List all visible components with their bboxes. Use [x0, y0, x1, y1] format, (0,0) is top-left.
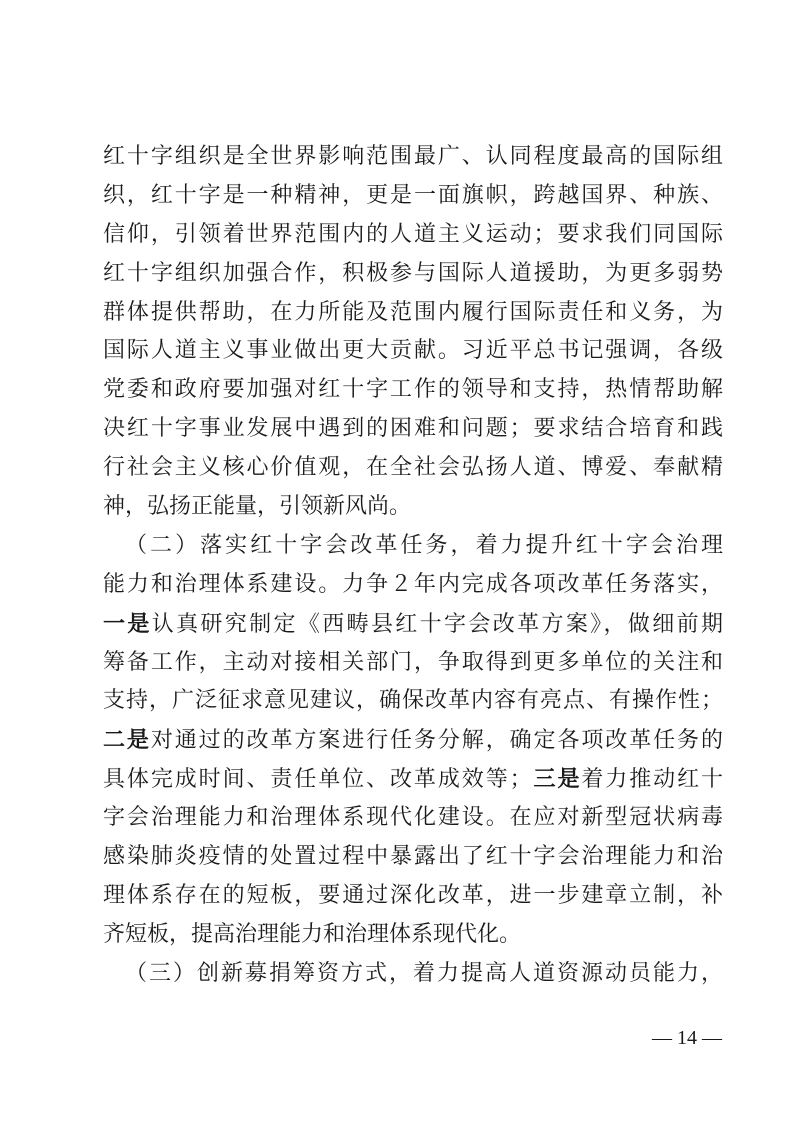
paragraph-line: 红十字组织是全世界影响范围最广、认同程度最高的国际组	[103, 144, 723, 169]
section-heading-line-continued	[103, 566, 723, 605]
paragraph-line: 红十字组织加强合作，积极参与国际人道援助，为更多弱势	[103, 260, 723, 286]
section-heading-line: （三）创新募捐筹资方式，着力提高人道资源动员能力，	[125, 960, 723, 986]
paragraph-line: 字会治理能力和治理体系现代化建设。在应对新型冠状病毒	[103, 805, 723, 831]
list-item-label: 二是	[103, 727, 151, 754]
paragraph-line: 感染肺炎疫情的处置过程中暴露出了红十字会治理能力和治	[103, 844, 723, 870]
document-body	[103, 138, 723, 994]
paragraph-text: 。力争２年内完成各项改革任务落实，	[318, 571, 723, 597]
paragraph-line: 决红十字事业发展中遇到的困难和问题；要求结合培育和践	[103, 416, 723, 442]
paragraph-text: 具体完成时间、责任单位、改革成效等；	[103, 767, 532, 793]
paragraph-text: 认真研究制定《西畴县红十字会改革方案》，做细前期	[151, 611, 723, 637]
list-item-line	[103, 760, 723, 799]
section-heading-continued: 能力和治理体系建设	[103, 571, 319, 597]
paragraph-line: 织，红十字是一种精神，更是一面旗帜，跨越国界、种族、	[103, 182, 723, 208]
paragraph-line: 神，弘扬正能量，引领新风尚。	[103, 494, 412, 520]
paragraph-line: 国际人道主义事业做出更大贡献。习近平总书记强调，各级	[103, 338, 723, 364]
paragraph-line: 理体系存在的短板，要通过深化改革，进一步建章立制，补	[103, 882, 723, 908]
paragraph-text: 对通过的改革方案进行任务分解，确定各项改革任务的	[150, 728, 723, 754]
paragraph-line: 群体提供帮助，在力所能及范围内履行国际责任和义务，为	[103, 299, 723, 325]
paragraph-line: 齐短板，提高治理能力和治理体系现代化。	[103, 921, 522, 947]
paragraph-line: 筹备工作，主动对接相关部门，争取得到更多单位的关注和	[103, 649, 723, 675]
list-item-label: 一是	[103, 610, 152, 637]
section-heading-line: （二）落实红十字会改革任务，着力提升红十字会治理	[125, 532, 723, 558]
paragraph-line: 党委和政府要加强对红十字工作的领导和支持，热情帮助解	[103, 377, 723, 403]
paragraph-text: 着力推动红十	[581, 767, 723, 793]
paragraph-line: 支持，广泛征求意见建议，确保改革内容有亮点、有操作性；	[103, 688, 723, 714]
paragraph-line: 行社会主义核心价值观，在全社会弘扬人道、博爱、奉献精	[103, 455, 723, 481]
page-number: — 14 —	[652, 1027, 722, 1049]
list-item-line	[103, 605, 723, 644]
list-item-label: 三是	[531, 766, 582, 793]
paragraph-line: 信仰，引领着世界范围内的人道主义运动；要求我们同国际	[103, 221, 723, 247]
list-item-line	[103, 721, 723, 760]
